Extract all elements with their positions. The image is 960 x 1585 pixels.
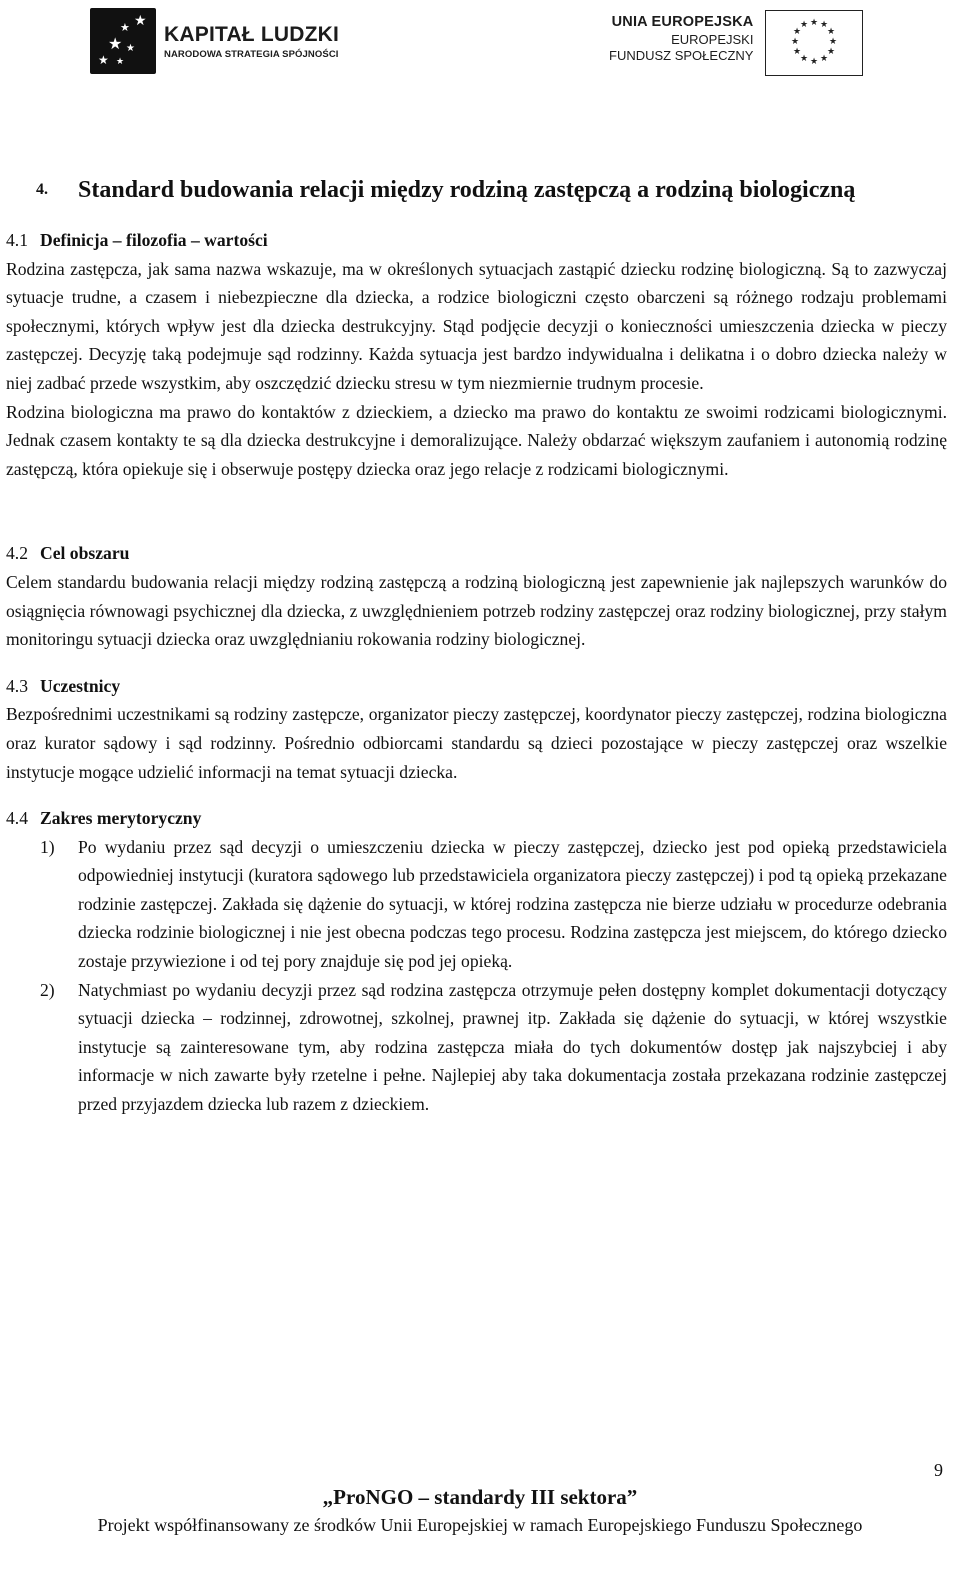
subsection-heading-4-4: [6, 804, 947, 833]
section-number: 4.: [36, 181, 48, 198]
svg-text:★: ★: [793, 27, 802, 37]
eu-logo-line1: UNIA EUROPEJSKA: [611, 14, 754, 30]
list-item: [6, 833, 947, 976]
eu-logo-line3: FUNDUSZ SPOŁECZNY: [609, 48, 754, 63]
eu-logo: [609, 14, 863, 76]
subsection-heading-4-2: [6, 539, 947, 568]
eu-logo-line2: EUROPEJSKI: [671, 32, 754, 47]
paragraph: Rodzina biologiczna ma prawo do kontaktów z dzieckiem, a dziecko ma prawo do kontaktu ze swoimi rodzicami biologicznymi. Jednak czasem kontakty te są dla dziecka destrukcyjne i demoralizujące. Należy obdarzać większym zaufaniem i autonomią rodzinę zastępczą, która opiekuje się i obserwuje postępy dziecka oraz jego relacje z rodzicami biologicznymi.: [6, 401, 947, 479]
paragraph: Celem standardu budowania relacji między rodziną zastępczą a rodziną biologiczną jest zapewnienie jak najlepszych warunków do osiągnięcia równowagi psychicznej dla dziecka, z uwzględnieniem potrzeb rodziny zastępczej oraz rodziny biologicznej, przy stałym monitoringu sytuacji dziecka oraz uwzględnianiu rokowania rodziny biologicznej.: [6, 571, 947, 650]
kapital-ludzki-logo: [90, 8, 339, 74]
paragraph: Rodzina zastępcza, jak sama nazwa wskazuje, ma w określonych sytuacjach zastąpić dziecku rodzinę biologiczną. Są to zazwyczaj sytuacje trudne, a czasem i niebezpieczne dla dziecka, a rodzice biologiczni często obarczeni są różnego rodzaju problemami społecznymi, których wpływ jest dla dziecka destrukcyjny. Stąd podjęcie decyzji o konieczności umieszczenia dziecka w pieczy zastępczej. Decyzję taką podejmuje sąd rodzinny. Każda sytuacja jest bardzo indywidualna i delikatna i o dobro dziecka należy w niej zadbać przede wszystkim, aby oszczędzić dziecku stresu w tym niezmiernie trudnym procesie.: [6, 258, 947, 393]
list-item-text: Po wydaniu przez sąd decyzji o umieszczeniu dziecka w pieczy zastępczej, dziecko jest pod opieką przedstawiciela odpowiedniej instytucji (kuratora sądowego lub przedstawiciela organizatora pieczy zastępczej) i pod tą opieką przekazane rodzinie zastępczej. Zakłada się dążenie do sytuacji, w której rodzina zastępcza nie bierze udziału w procedurze odebrania dziecka rodzinie biologicznej i nie jest obecna podczas tego procesu. Rodzina zastępcza jest miejscem, do którego dziecko zostaje przywiezione i od tej pory znajduje się pod jej opieką.: [78, 836, 947, 972]
section-heading: [6, 170, 947, 210]
subsection-heading-4-1: [6, 226, 947, 255]
list-item-text: Natychmiast po wydaniu decyzji przez sąd rodzina zastępcza otrzymuje pełen dostępny komplet dokumentacji dotyczący sytuacji dziecka – rodzinnej, zdrowotnej, szkolnej, prawnej itp. Zakłada się dążenie do sytuacji, w której wszystkie instytucje są zainteresowane tym, aby rodzina zastępcza miała do tych dokumentów dostęp jak najszybciej i aby informacje w nich zawarte były rzetelne i pełne. Najlepiej aby taka dokumentacja została przekazana rodzinie zastępczej przed przyjazdem dziecka lub razem z dzieckiem.: [78, 979, 947, 1115]
subsection-title: Zakres merytoryczny: [40, 808, 202, 829]
list-item-number: 2): [40, 979, 55, 1000]
kapital-ludzki-title: KAPITAŁ LUDZKI: [164, 22, 340, 46]
subsection-title: Uczestnicy: [40, 675, 121, 696]
subsection-title: Definicja – filozofia – wartości: [40, 230, 268, 250]
page-number: 9: [934, 1460, 943, 1480]
document-body: [6, 170, 947, 1119]
svg-text:★: ★: [820, 54, 829, 64]
footer-funding-note: Projekt współfinansowany ze środków Unii Europejskiej w ramach Europejskiego Funduszu Społecznego: [97, 1515, 863, 1535]
kapital-ludzki-emblem-icon: ★ ★ ★ ★ ★ ★: [90, 8, 156, 74]
list-item: [6, 976, 947, 1119]
svg-text:★: ★: [810, 57, 819, 67]
svg-text:★: ★: [810, 18, 819, 28]
svg-text:★: ★: [829, 37, 838, 47]
numbered-list: [6, 833, 947, 1119]
subsection-number: 4.2: [6, 543, 28, 564]
section-title: Standard budowania relacji między rodziną zastępczą a rodziną biologiczną: [78, 177, 856, 203]
paragraph: Bezpośrednimi uczestnikami są rodziny zastępcze, organizator pieczy zastępczej, koordynator pieczy zastępczej, rodzina biologiczna oraz kurator sądowy i sąd rodzinny. Pośrednio odbiorcami standardu są dzieci pozostające w pieczy zastępczej oraz wszelkie instytucje mogące udzielić informacji na temat sytuacji dziecka.: [6, 704, 947, 782]
page-footer: [0, 1482, 960, 1538]
kapital-ludzki-subtitle: NARODOWA STRATEGIA SPÓJNOŚCI: [164, 48, 339, 60]
svg-text:★: ★: [791, 37, 800, 47]
subsection-title: Cel obszaru: [40, 543, 130, 564]
subsection-heading-4-3: [6, 672, 947, 701]
subsection-number: 4.1: [6, 230, 28, 250]
eu-flag-icon: [765, 10, 863, 76]
svg-text:★: ★: [800, 20, 809, 30]
svg-text:★: ★: [827, 47, 836, 57]
page-header: [0, 0, 960, 100]
svg-text:★: ★: [827, 27, 836, 37]
subsection-number: 4.3: [6, 675, 28, 696]
svg-text:★: ★: [820, 20, 829, 30]
footer-project-name: „ProNGO – standardy III sektora”: [322, 1485, 638, 1509]
list-item-number: 1): [40, 836, 55, 857]
svg-text:★: ★: [793, 47, 802, 57]
svg-text:★: ★: [800, 54, 809, 64]
subsection-number: 4.4: [6, 808, 28, 829]
